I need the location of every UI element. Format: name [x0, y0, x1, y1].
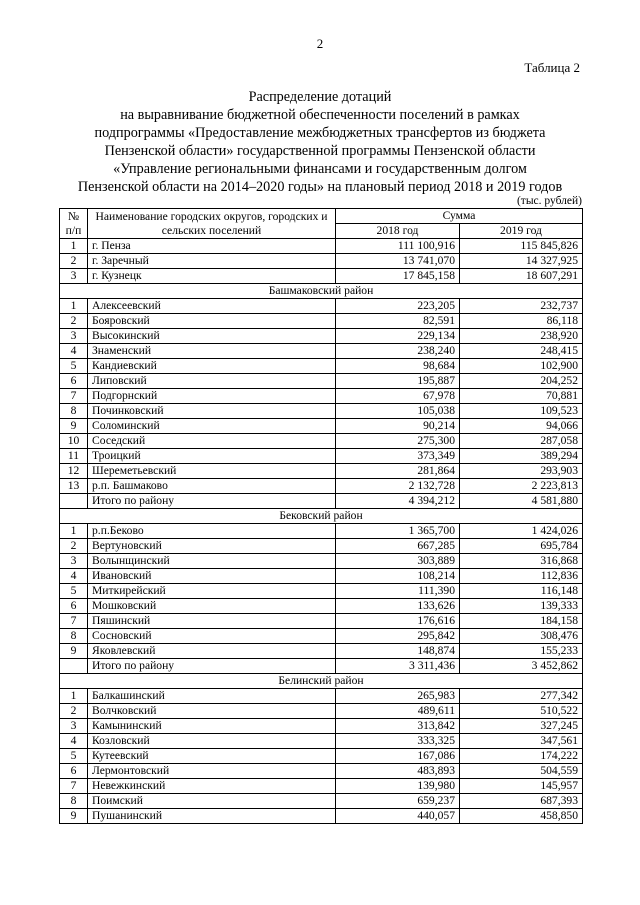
row-name: Яковлевский [88, 644, 336, 659]
table-row [60, 599, 583, 614]
row-number [60, 659, 88, 674]
table-row [60, 644, 583, 659]
row-number: 8 [60, 404, 88, 419]
row-number: 3 [60, 719, 88, 734]
row-value-2018: 265,983 [336, 689, 460, 704]
table-row [60, 704, 583, 719]
table-row [60, 434, 583, 449]
row-number: 3 [60, 554, 88, 569]
subsidy-table [59, 208, 583, 824]
row-name: Бояровский [88, 314, 336, 329]
row-value-2018: 4 394,212 [336, 494, 460, 509]
table-row [60, 419, 583, 434]
header-num-line2: п/п [65, 223, 82, 237]
row-value-2019: 145,957 [460, 779, 583, 794]
row-value-2018: 167,086 [336, 749, 460, 764]
row-name: р.п.Беково [88, 524, 336, 539]
row-name: г. Пенза [88, 239, 336, 254]
row-value-2019: 277,342 [460, 689, 583, 704]
row-name: Троицкий [88, 449, 336, 464]
row-name: Невежкинский [88, 779, 336, 794]
table-row [60, 794, 583, 809]
row-value-2019: 232,737 [460, 299, 583, 314]
header-num [60, 209, 88, 239]
row-value-2018: 275,300 [336, 434, 460, 449]
row-value-2019: 389,294 [460, 449, 583, 464]
title-line: «Управление региональными финансами и государственным долгом [113, 161, 527, 177]
row-name: Алексеевский [88, 299, 336, 314]
row-value-2018: 111,390 [336, 584, 460, 599]
row-name: Знаменский [88, 344, 336, 359]
total-row [60, 659, 583, 674]
row-value-2019: 86,118 [460, 314, 583, 329]
row-number: 3 [60, 329, 88, 344]
section-title: Башмаковский район [60, 284, 583, 299]
row-value-2019: 174,222 [460, 749, 583, 764]
row-value-2019: 248,415 [460, 344, 583, 359]
row-value-2018: 281,864 [336, 464, 460, 479]
row-value-2018: 67,978 [336, 389, 460, 404]
row-value-2019: 316,868 [460, 554, 583, 569]
table-row [60, 269, 583, 284]
row-name: Пушанинский [88, 809, 336, 824]
row-value-2019: 510,522 [460, 704, 583, 719]
title-line: Пензенской области» государственной программы Пензенской области [104, 143, 536, 159]
row-number: 13 [60, 479, 88, 494]
page-number: 2 [316, 36, 324, 51]
table-row [60, 389, 583, 404]
row-value-2018: 13 741,070 [336, 254, 460, 269]
header-year-2018: 2018 год [336, 224, 460, 239]
row-name: Волынщинский [88, 554, 336, 569]
table-row [60, 464, 583, 479]
row-number: 8 [60, 794, 88, 809]
total-row [60, 494, 583, 509]
row-name: Волчковский [88, 704, 336, 719]
table-row [60, 584, 583, 599]
table-row [60, 539, 583, 554]
row-value-2018: 17 845,158 [336, 269, 460, 284]
row-number [60, 494, 88, 509]
row-name: Камынинский [88, 719, 336, 734]
row-number: 11 [60, 449, 88, 464]
row-value-2019: 287,058 [460, 434, 583, 449]
row-value-2018: 313,842 [336, 719, 460, 734]
row-value-2019: 2 223,813 [460, 479, 583, 494]
row-name: Шереметьевский [88, 464, 336, 479]
row-value-2018: 195,887 [336, 374, 460, 389]
row-number: 9 [60, 419, 88, 434]
row-value-2019: 184,158 [460, 614, 583, 629]
row-number: 5 [60, 749, 88, 764]
row-value-2018: 483,893 [336, 764, 460, 779]
row-number: 6 [60, 599, 88, 614]
row-name: Козловский [88, 734, 336, 749]
row-number: 5 [60, 584, 88, 599]
row-name: Мошковский [88, 599, 336, 614]
table-row [60, 764, 583, 779]
table-label: Таблица 2 [524, 60, 580, 75]
row-value-2019: 204,252 [460, 374, 583, 389]
row-value-2019: 139,333 [460, 599, 583, 614]
row-number: 1 [60, 239, 88, 254]
row-value-2019: 687,393 [460, 794, 583, 809]
row-number: 4 [60, 569, 88, 584]
row-value-2019: 347,561 [460, 734, 583, 749]
row-value-2019: 70,881 [460, 389, 583, 404]
table-row [60, 749, 583, 764]
row-name: Кандиевский [88, 359, 336, 374]
row-number: 2 [60, 254, 88, 269]
row-value-2019: 115 845,826 [460, 239, 583, 254]
row-value-2019: 504,559 [460, 764, 583, 779]
row-number: 2 [60, 539, 88, 554]
row-value-2018: 108,214 [336, 569, 460, 584]
row-value-2018: 1 365,700 [336, 524, 460, 539]
section-title: Бековский район [60, 509, 583, 524]
row-number: 6 [60, 374, 88, 389]
row-number: 7 [60, 614, 88, 629]
units-note: (тыс. рублей) [516, 195, 582, 207]
table-row [60, 524, 583, 539]
document-title [40, 88, 600, 196]
row-value-2018: 229,134 [336, 329, 460, 344]
row-name: Поимский [88, 794, 336, 809]
table-row [60, 239, 583, 254]
row-number: 7 [60, 779, 88, 794]
row-value-2018: 667,285 [336, 539, 460, 554]
title-line: Пензенской области на 2014–2020 годы» на плановый период 2018 и 2019 годов [77, 179, 563, 195]
row-value-2019: 155,233 [460, 644, 583, 659]
row-name: Вертуновский [88, 539, 336, 554]
row-value-2018: 303,889 [336, 554, 460, 569]
row-name: г. Кузнецк [88, 269, 336, 284]
row-value-2018: 333,325 [336, 734, 460, 749]
row-value-2018: 2 132,728 [336, 479, 460, 494]
row-value-2019: 293,903 [460, 464, 583, 479]
table-row [60, 809, 583, 824]
row-name: Высокинский [88, 329, 336, 344]
row-value-2019: 327,245 [460, 719, 583, 734]
row-value-2019: 308,476 [460, 629, 583, 644]
row-value-2019: 94,066 [460, 419, 583, 434]
table-row [60, 449, 583, 464]
row-value-2019: 1 424,026 [460, 524, 583, 539]
title-line: на выравнивание бюджетной обеспеченности поселений в рамках [120, 107, 520, 123]
row-number: 9 [60, 809, 88, 824]
row-name: р.п. Башмаково [88, 479, 336, 494]
table-row [60, 719, 583, 734]
row-number: 7 [60, 389, 88, 404]
row-number: 4 [60, 344, 88, 359]
row-number: 12 [60, 464, 88, 479]
row-name: г. Заречный [88, 254, 336, 269]
row-name: Лермонтовский [88, 764, 336, 779]
table-row [60, 254, 583, 269]
table-body [60, 239, 583, 824]
row-name: Сосновский [88, 629, 336, 644]
row-value-2019: 14 327,925 [460, 254, 583, 269]
row-number: 2 [60, 314, 88, 329]
row-value-2019: 238,920 [460, 329, 583, 344]
row-name: Итого по району [88, 494, 336, 509]
table-row [60, 329, 583, 344]
table-row [60, 479, 583, 494]
table-row [60, 314, 583, 329]
row-name: Соломинский [88, 419, 336, 434]
row-value-2018: 3 311,436 [336, 659, 460, 674]
section-row [60, 509, 583, 524]
title-line: Распределение дотаций [248, 89, 392, 105]
section-row [60, 674, 583, 689]
row-value-2019: 18 607,291 [460, 269, 583, 284]
row-number: 8 [60, 629, 88, 644]
row-value-2018: 223,205 [336, 299, 460, 314]
row-value-2018: 82,591 [336, 314, 460, 329]
header-year-2019: 2019 год [460, 224, 583, 239]
row-number: 6 [60, 764, 88, 779]
table-row [60, 629, 583, 644]
row-name: Подгорнский [88, 389, 336, 404]
table-row [60, 689, 583, 704]
row-value-2018: 90,214 [336, 419, 460, 434]
table-row [60, 344, 583, 359]
row-value-2018: 238,240 [336, 344, 460, 359]
table-row [60, 374, 583, 389]
row-value-2019: 695,784 [460, 539, 583, 554]
header-name: Наименование городских округов, городских и сельских поселений [88, 209, 336, 239]
row-value-2018: 295,842 [336, 629, 460, 644]
row-name: Кутеевский [88, 749, 336, 764]
row-name: Соседский [88, 434, 336, 449]
table-row [60, 734, 583, 749]
row-value-2019: 112,836 [460, 569, 583, 584]
row-value-2019: 102,900 [460, 359, 583, 374]
row-number: 9 [60, 644, 88, 659]
table-row [60, 569, 583, 584]
row-number: 5 [60, 359, 88, 374]
section-row [60, 284, 583, 299]
row-value-2019: 458,850 [460, 809, 583, 824]
row-name: Ивановский [88, 569, 336, 584]
title-line: подпрограммы «Предоставление межбюджетных трансфертов из бюджета [94, 125, 546, 141]
row-name: Починковский [88, 404, 336, 419]
row-value-2018: 105,038 [336, 404, 460, 419]
row-value-2018: 148,874 [336, 644, 460, 659]
table-row [60, 359, 583, 374]
table-row [60, 299, 583, 314]
table-row [60, 614, 583, 629]
row-value-2018: 440,057 [336, 809, 460, 824]
row-number: 1 [60, 689, 88, 704]
row-name: Липовский [88, 374, 336, 389]
section-title: Белинский район [60, 674, 583, 689]
row-value-2018: 98,684 [336, 359, 460, 374]
header-num-line1: № [67, 209, 80, 223]
row-name: Итого по району [88, 659, 336, 674]
row-value-2018: 373,349 [336, 449, 460, 464]
row-number: 2 [60, 704, 88, 719]
table-row [60, 779, 583, 794]
row-value-2018: 111 100,916 [336, 239, 460, 254]
header-sum: Сумма [336, 209, 583, 224]
row-number: 4 [60, 734, 88, 749]
row-number: 10 [60, 434, 88, 449]
row-name: Миткирейский [88, 584, 336, 599]
row-value-2018: 133,626 [336, 599, 460, 614]
row-value-2019: 116,148 [460, 584, 583, 599]
row-value-2018: 489,611 [336, 704, 460, 719]
table-row [60, 404, 583, 419]
row-value-2019: 4 581,880 [460, 494, 583, 509]
row-name: Балкашинский [88, 689, 336, 704]
row-number: 1 [60, 524, 88, 539]
row-value-2018: 139,980 [336, 779, 460, 794]
row-number: 3 [60, 269, 88, 284]
row-value-2018: 176,616 [336, 614, 460, 629]
row-value-2019: 3 452,862 [460, 659, 583, 674]
row-number: 1 [60, 299, 88, 314]
row-value-2018: 659,237 [336, 794, 460, 809]
table-row [60, 554, 583, 569]
row-name: Пяшинский [88, 614, 336, 629]
row-value-2019: 109,523 [460, 404, 583, 419]
